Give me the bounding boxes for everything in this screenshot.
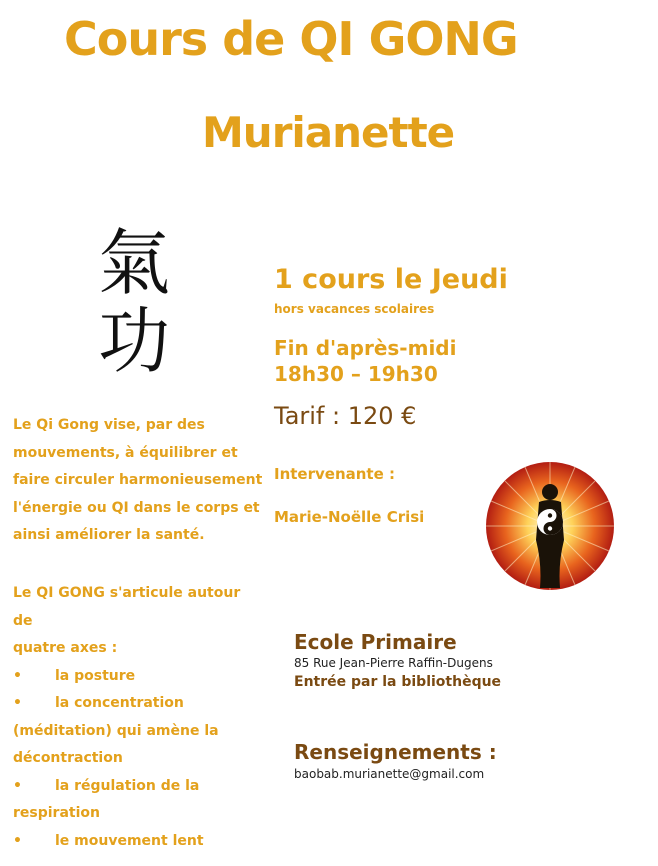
bullet-continuation: respiration xyxy=(13,805,100,821)
bullet-text: la régulation de la xyxy=(55,777,200,794)
qigong-description xyxy=(13,412,263,550)
contact-title: Renseignements : xyxy=(294,740,497,764)
location-address: 85 Rue Jean-Pierre Raffin-Dugens xyxy=(294,656,493,670)
bullet-text: le mouvement lent xyxy=(55,832,204,849)
description-line: faire circuler harmonieusement xyxy=(13,472,263,488)
course-note: hors vacances scolaires xyxy=(274,302,435,316)
description-line: mouvements, à équilibrer et xyxy=(13,444,238,461)
location-title: Ecole Primaire xyxy=(294,630,457,654)
instructor-label: Intervenante : xyxy=(274,465,395,483)
bullet-item xyxy=(13,663,263,691)
bullet-icon: • xyxy=(13,832,22,849)
poster-subtitle: Murianette xyxy=(202,108,455,157)
bullet-icon: • xyxy=(13,695,22,711)
qigong-axes xyxy=(13,580,263,855)
bullet-icon: • xyxy=(13,667,22,684)
bullet-continuation: décontraction xyxy=(13,750,123,766)
bullet-item xyxy=(13,690,263,718)
bullet-item xyxy=(13,773,263,801)
calligraphy-char-gong: 功 xyxy=(97,299,171,380)
qigong-calligraphy-image xyxy=(86,218,182,380)
bullet-item xyxy=(13,828,263,856)
course-day: 1 cours le Jeudi xyxy=(274,264,508,295)
bullet-continuation: (méditation) qui amène la xyxy=(13,722,219,739)
course-price: Tarif : 120 € xyxy=(274,402,417,430)
calligraphy-char-qi: 氣 xyxy=(97,221,171,305)
location-entry: Entrée par la bibliothèque xyxy=(294,674,502,690)
bullet-text: la posture xyxy=(55,667,136,684)
contact-email[interactable]: baobab.murianette@gmail.com xyxy=(294,767,485,781)
course-hours: 18h30 – 19h30 xyxy=(274,362,438,386)
description-line: l'énergie ou QI dans le corps et xyxy=(13,499,260,516)
poster-title: Cours de QI GONG xyxy=(64,12,518,66)
axes-intro-line: Le QI GONG s'articule autour de xyxy=(13,585,241,629)
instructor-name: Marie-Noëlle Crisi xyxy=(274,508,425,526)
description-line: Le Qi Gong vise, par des xyxy=(13,417,205,433)
bullet-text: la concentration xyxy=(55,695,184,711)
axes-intro-line: quatre axes : xyxy=(13,640,118,656)
course-timeframe: Fin d'après-midi xyxy=(274,336,457,360)
description-line: ainsi améliorer la santé. xyxy=(13,527,205,543)
bullet-icon: • xyxy=(13,777,22,794)
meditation-yinyang-logo xyxy=(484,460,616,592)
